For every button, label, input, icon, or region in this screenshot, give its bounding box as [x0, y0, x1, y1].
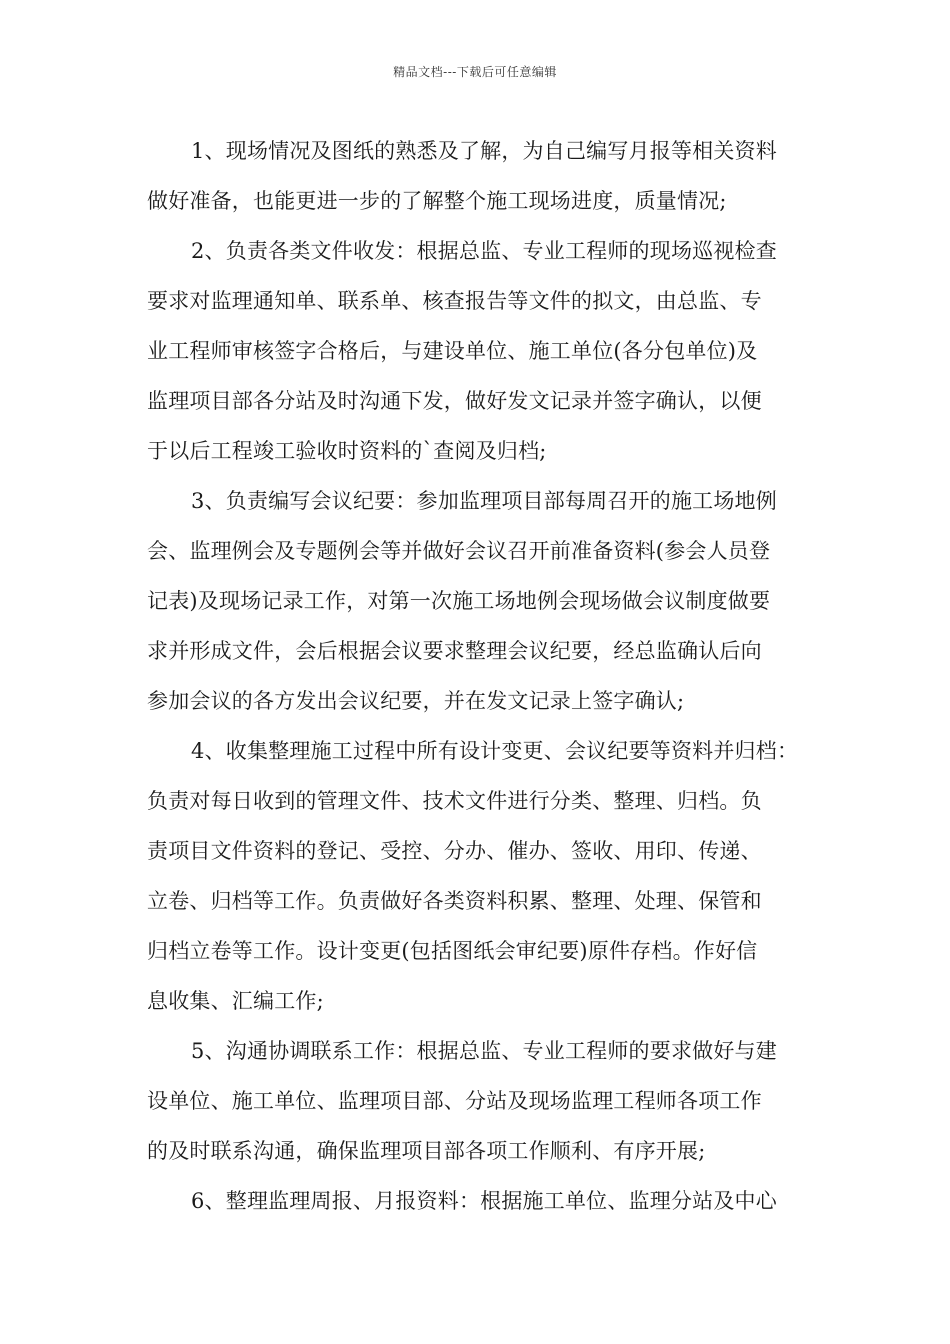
paragraph-4-line-3: 责项目文件资料的登记、受控、分办、催办、签收、用印、传递、	[147, 839, 762, 863]
paragraph-2-line-1: 2、负责各类文件收发：根据总监、专业工程师的现场巡视检查	[191, 239, 777, 263]
paragraph-2-line-5: 于以后工程竣工验收时资料的`查阅及归档;	[147, 439, 547, 463]
paragraph-1-line-2: 做好准备，也能更进一步的了解整个施工现场进度，质量情况;	[147, 189, 727, 213]
paragraph-5-line-1: 5、沟通协调联系工作：根据总监、专业工程师的要求做好与建	[191, 1039, 777, 1063]
paragraph-4-line-4: 立卷、归档等工作。负责做好各类资料积累、整理、处理、保管和	[147, 889, 762, 913]
paragraph-2-line-2: 要求对监理通知单、联系单、核查报告等文件的拟文，由总监、专	[147, 289, 762, 313]
paragraph-6-line-1: 6、整理监理周报、月报资料：根据施工单位、监理分站及中心	[191, 1189, 777, 1213]
paragraph-4-line-6: 息收集、汇编工作;	[147, 989, 324, 1013]
paragraph-5-line-2: 设单位、施工单位、监理项目部、分站及现场监理工程师各项工作	[147, 1089, 762, 1113]
page-header: 精品文档---下载后可任意编辑	[393, 65, 557, 79]
paragraph-4-line-2: 负责对每日收到的管理文件、技术文件进行分类、整理、归档。负	[147, 789, 762, 813]
paragraph-1-line-1: 1、现场情况及图纸的熟悉及了解，为自己编写月报等相关资料	[191, 139, 777, 163]
paragraph-5-line-3: 的及时联系沟通，确保监理项目部各项工作顺利、有序开展;	[147, 1139, 706, 1163]
paragraph-3-line-5: 参加会议的各方发出会议纪要，并在发文记录上签字确认;	[147, 689, 685, 713]
paragraph-3-line-1: 3、负责编写会议纪要：参加监理项目部每周召开的施工场地例	[191, 489, 777, 513]
paragraph-2-line-4: 监理项目部各分站及时沟通下发，做好发文记录并签字确认，以便	[147, 389, 762, 413]
document-body	[147, 126, 807, 1226]
paragraph-3-line-3: 记表)及现场记录工作，对第一次施工场地例会现场做会议制度做要	[147, 589, 771, 613]
paragraph-4-line-1: 4、收集整理施工过程中所有设计变更、会议纪要等资料并归档：	[191, 739, 799, 763]
paragraph-3-line-2: 会、监理例会及专题例会等并做好会议召开前准备资料(参会人员登	[147, 539, 771, 563]
paragraph-3-line-4: 求并形成文件，会后根据会议要求整理会议纪要，经总监确认后向	[147, 639, 762, 663]
paragraph-2-line-3: 业工程师审核签字合格后，与建设单位、施工单位(各分包单位)及	[147, 339, 758, 363]
paragraph-4-line-5: 归档立卷等工作。设计变更(包括图纸会审纪要)原件存档。作好信	[147, 939, 758, 963]
